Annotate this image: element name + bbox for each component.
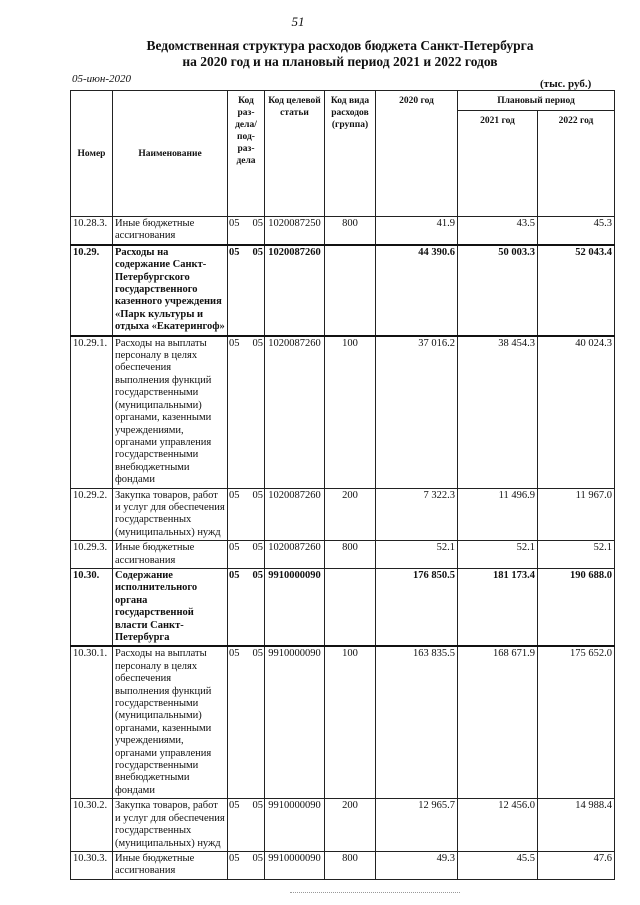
row-value-2020: 44 390.6 [376,245,458,336]
row-expense-type: 100 [325,336,376,488]
row-razdel [228,541,265,569]
row-number: 10.30. [71,568,113,646]
row-name: Закупка товаров, работ и услуг для обеспечения государственных (муниципальных) нужд [113,799,228,852]
header-number: Номер [71,91,113,217]
row-name: Расходы на содержание Санкт-Петербургского государственного казенного учреждения «Парк культуры и отдыха «Екатерингоф» [113,245,228,336]
row-value-2020: 49.3 [376,851,458,879]
row-target-article: 1020087260 [265,488,325,541]
row-razdel-code: 05 [229,800,240,812]
row-razdel-code: 05 [229,337,240,349]
row-number: 10.29.1. [71,336,113,488]
row-razdel [228,799,265,852]
row-razdel [228,646,265,798]
header-razdel: Код раз-дела/ под-раз-дела [228,91,265,217]
row-razdel [228,568,265,646]
row-value-2021: 50 003.3 [458,245,538,336]
row-value-2022: 14 988.4 [538,799,615,852]
row-razdel-code: 05 [229,648,240,660]
document-date: 05-июн-2020 [72,73,132,85]
row-razdel-code: 05 [229,852,240,864]
row-value-2021: 52.1 [458,541,538,569]
row-value-2021: 181 173.4 [458,568,538,646]
row-value-2020: 52.1 [376,541,458,569]
table-row [71,851,615,879]
row-subrazdel-code: 05 [252,218,263,229]
row-name: Содержание исполнительного органа государственной власти Санкт-Петербурга [113,568,228,646]
title-line-1: Ведомственная структура расходов бюджета Санкт-Петербурга [146,38,534,53]
row-expense-type: 800 [325,541,376,569]
row-razdel-code: 05 [229,246,240,258]
table-row [71,541,615,569]
row-value-2022: 52 043.4 [538,245,615,336]
row-subrazdel-code: 05 [252,337,263,349]
header-name: Наименование [113,91,228,217]
row-target-article: 1020087260 [265,245,325,336]
row-value-2022: 52.1 [538,541,615,569]
row-razdel [228,336,265,488]
row-value-2021: 11 496.9 [458,488,538,541]
header-planned-period: Плановый период [458,91,615,111]
row-name: Иные бюджетные ассигнования [113,851,228,879]
row-target-article: 9910000090 [265,851,325,879]
row-subrazdel-code: 05 [252,489,263,501]
row-name: Расходы на выплаты персоналу в целях обеспечения выполнения функций государственными (муниципальными) органами, казенными учреждениями, органами управления государственными внебюджетными фондами [113,646,228,798]
row-number: 10.28.3. [71,217,113,245]
row-name: Закупка товаров, работ и услуг для обеспечения государственных (муниципальных) нужд [113,488,228,541]
row-number: 10.30.1. [71,646,113,798]
row-value-2021: 43.5 [458,217,538,245]
budget-table [70,90,615,880]
row-expense-type [325,245,376,336]
row-subrazdel-code: 05 [252,246,263,258]
row-razdel [228,217,265,245]
header-year-2020: 2020 год [376,91,458,217]
row-target-article: 9910000090 [265,799,325,852]
row-name: Иные бюджетные ассигнования [113,541,228,569]
row-razdel-code: 05 [229,489,240,501]
row-expense-type: 800 [325,217,376,245]
row-value-2022: 45.3 [538,217,615,245]
row-razdel-code: 05 [229,218,240,229]
row-value-2022: 175 652.0 [538,646,615,798]
row-expense-type [325,568,376,646]
row-value-2020: 176 850.5 [376,568,458,646]
row-value-2020: 37 016.2 [376,336,458,488]
table-row [71,488,615,541]
row-target-article: 9910000090 [265,568,325,646]
row-razdel [228,488,265,541]
row-expense-type: 200 [325,799,376,852]
row-expense-type: 100 [325,646,376,798]
row-value-2020: 163 835.5 [376,646,458,798]
header-year-2021: 2021 год [458,111,538,217]
row-number: 10.29.3. [71,541,113,569]
table-row [71,568,615,646]
row-target-article: 9910000090 [265,646,325,798]
table-body [71,217,615,880]
row-number: 10.29. [71,245,113,336]
title-line-2: на 2020 год и на плановый период 2021 и 2022 годов [182,54,498,69]
row-target-article: 1020087260 [265,541,325,569]
table-row [71,336,615,488]
row-target-article: 1020087250 [265,217,325,245]
row-number: 10.29.2. [71,488,113,541]
page-number: 51 [291,14,305,29]
row-value-2020: 12 965.7 [376,799,458,852]
row-target-article: 1020087260 [265,336,325,488]
row-value-2021: 12 456.0 [458,799,538,852]
row-value-2022: 11 967.0 [538,488,615,541]
row-razdel-code: 05 [229,569,240,581]
row-value-2022: 40 024.3 [538,336,615,488]
row-subrazdel-code: 05 [252,569,263,581]
header-year-2022: 2022 год [538,111,615,217]
row-subrazdel-code: 05 [252,852,263,864]
table-row [71,217,615,245]
row-number: 10.30.3. [71,851,113,879]
page-footer-mark [290,892,460,896]
row-subrazdel-code: 05 [252,542,263,554]
row-expense-type: 200 [325,488,376,541]
row-value-2020: 41.9 [376,217,458,245]
units-label: (тыс. руб.) [540,78,592,90]
row-value-2022: 47.6 [538,851,615,879]
table-row [71,646,615,798]
row-value-2020: 7 322.3 [376,488,458,541]
header-target-article: Код целевой статьи [265,91,325,217]
row-value-2021: 168 671.9 [458,646,538,798]
row-value-2021: 38 454.3 [458,336,538,488]
row-expense-type: 800 [325,851,376,879]
header-expense-type: Код вида расходов (группа) [325,91,376,217]
table-row [71,245,615,336]
row-razdel [228,851,265,879]
document-title [60,38,620,70]
row-name: Иные бюджетные ассигнования [113,217,228,245]
row-name: Расходы на выплаты персоналу в целях обеспечения выполнения функций государственными (муниципальными) органами, казенными учреждениями, органами управления государственными внебюджетными фондами [113,336,228,488]
row-razdel-code: 05 [229,542,240,554]
row-subrazdel-code: 05 [252,800,263,812]
row-value-2022: 190 688.0 [538,568,615,646]
row-subrazdel-code: 05 [252,648,263,660]
row-value-2021: 45.5 [458,851,538,879]
table-row [71,799,615,852]
row-number: 10.30.2. [71,799,113,852]
row-razdel [228,245,265,336]
